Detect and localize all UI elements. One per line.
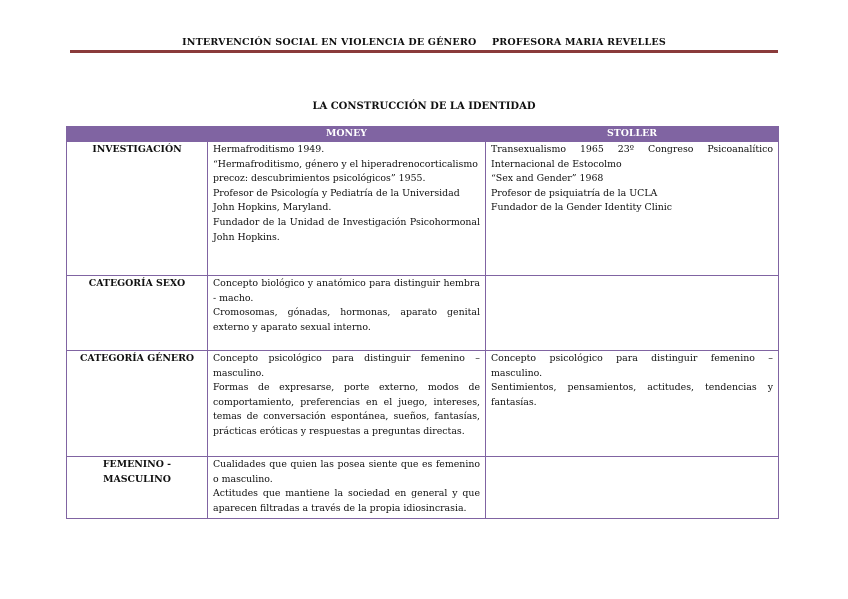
row-label: CATEGORÍA SEXO xyxy=(67,276,208,351)
course-title: INTERVENCIÓN SOCIAL EN VIOLENCIA DE GÉNERO xyxy=(182,37,477,48)
column-header-money: MONEY xyxy=(208,127,486,142)
stoller-cell xyxy=(486,351,779,457)
document-title: LA CONSTRUCCIÓN DE LA IDENTIDAD xyxy=(312,101,536,112)
table-row-investigacion xyxy=(67,142,779,276)
row-label: CATEGORÍA GÉNERO xyxy=(67,351,208,457)
cell-text: Hermafroditismo 1949. xyxy=(213,144,325,155)
header-rule xyxy=(70,50,778,53)
row-label-line: FEMENINO - xyxy=(102,459,172,470)
table-header-row xyxy=(67,127,779,142)
money-cell xyxy=(208,276,486,351)
column-header-empty xyxy=(67,127,208,142)
cell-text: Transexualismo 1965 23º Congreso Psicoanalítico Internacional de Estocolmo xyxy=(491,144,773,170)
money-cell xyxy=(208,457,486,519)
money-cell xyxy=(208,142,486,276)
cell-text: Formas de expresarse, porte externo, modos de comportamiento, preferencias en el juego, intereses, temas de conversación espontánea, sueños, fantasías, prácticas eróticas y respuestas a preguntas directas. xyxy=(213,382,480,437)
cell-text: Profesor de Psicología y Pediatría de la Universidad John Hopkins, Maryland. xyxy=(213,187,460,214)
cell-text: “Sex and Gender” 1968 xyxy=(491,173,604,185)
money-cell xyxy=(208,351,486,457)
cell-text: Concepto psicológico para distinguir femenino – masculino. xyxy=(213,353,480,379)
cell-text: Cualidades que quien las posea siente que es femenino o masculino. xyxy=(213,459,480,485)
row-label-line: MASCULINO xyxy=(103,473,171,485)
professor-name: PROFESORA MARIA REVELLES xyxy=(491,37,666,48)
cell-text: Fundador de la Gender Identity Clinic xyxy=(491,202,673,214)
table-row-sexo xyxy=(67,276,779,351)
table-row-femenino-masculino xyxy=(67,457,779,519)
page-header xyxy=(0,37,848,48)
cell-text: Profesor de psiquiatría de la UCLA xyxy=(491,187,658,199)
stoller-cell xyxy=(486,276,779,351)
cell-text: Actitudes que mantiene la sociedad en general y que aparecen filtradas a través de la propia idiosincrasia. xyxy=(213,488,480,514)
cell-text: Fundador de la Unidad de Investigación Psicohormonal John Hopkins. xyxy=(213,216,480,243)
stoller-cell xyxy=(486,457,779,519)
identity-table xyxy=(66,126,779,519)
row-label xyxy=(67,457,208,519)
column-header-stoller: STOLLER xyxy=(486,127,779,142)
row-label: INVESTIGACIÓN xyxy=(67,142,208,276)
cell-text: Sentimientos, pensamientos, actitudes, tendencias y fantasías. xyxy=(491,382,773,408)
cell-text: “Hermafroditismo, género y el hiperadrenocorticalismo precoz: descubrimientos psicológicos” 1955. xyxy=(213,158,478,185)
stoller-cell xyxy=(486,142,779,276)
table-row-genero xyxy=(67,351,779,457)
cell-text: Concepto biológico y anatómico para distinguir hembra - macho. xyxy=(213,278,480,304)
cell-text: Cromosomas, gónadas, hormonas, aparato genital externo y aparato sexual interno. xyxy=(213,307,480,333)
cell-text: Concepto psicológico para distinguir femenino – masculino. xyxy=(491,353,773,379)
